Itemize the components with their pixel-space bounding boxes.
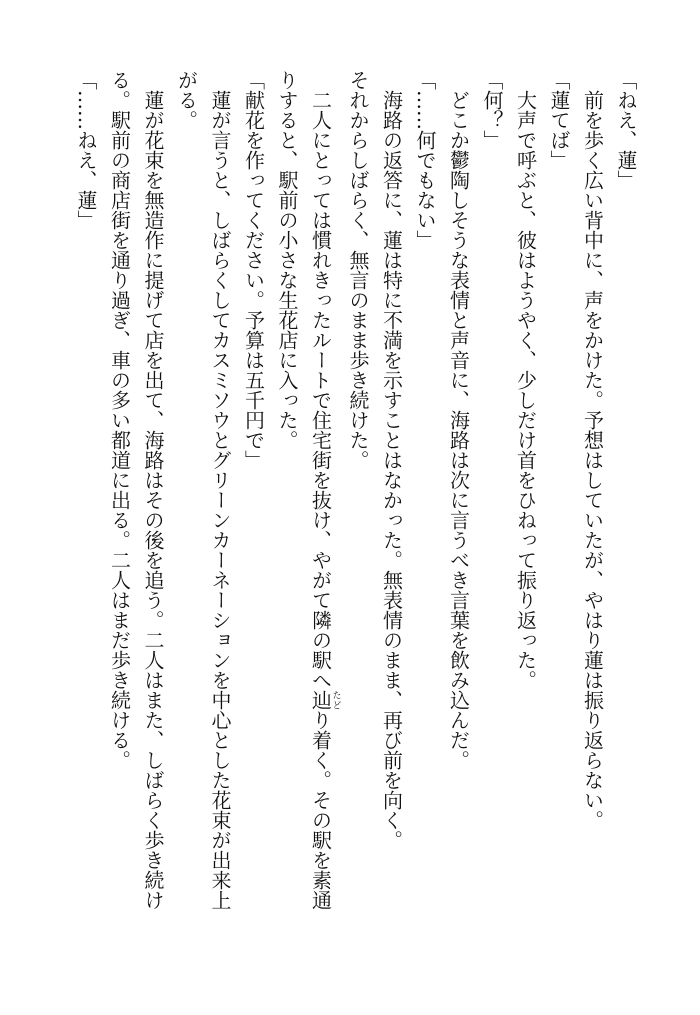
text-line: 「蓮てば」 bbox=[547, 70, 571, 170]
text-line: 「……何でもない」 bbox=[413, 70, 437, 250]
text-line: 海路の返答に、蓮は特に不満を示すことはなかった。無表情のまま、再び前を向く。 bbox=[379, 90, 404, 850]
ruby-base: 辿 bbox=[308, 690, 333, 710]
text-line: 蓮が花束を無造作に提げて店を出て、海路はその後を追う。二人はまた、しばらく歩き続け bbox=[141, 90, 165, 910]
text-line: 蓮が言うと、しばらくしてカスミソウとグリーンカーネーションを中心とした花束が出来上 bbox=[208, 90, 232, 910]
text-line: 「何？」 bbox=[480, 70, 504, 150]
text-line: 前を歩く広い背中に、声をかけた。予想はしていたが、やはり蓮は振り返らない。 bbox=[580, 90, 605, 830]
text-line: がる。 bbox=[174, 70, 199, 130]
text-line: る。駅前の商店街を通り過ぎ、車の多い都道に出る。二人はまだ歩き続ける。 bbox=[107, 70, 132, 770]
text-segment: り着く。その駅を素通 bbox=[308, 710, 333, 910]
text-line: 「献花を作ってください。予算は五千円で」 bbox=[241, 70, 266, 470]
text-segment: 二人にとっては慣れきったルートで住宅街を抜け、やがて隣の駅へ bbox=[308, 90, 333, 690]
ruby-annotation: たど bbox=[330, 690, 341, 710]
text-line: 「……ねえ、蓮」 bbox=[74, 70, 98, 230]
text-line: りすると、駅前の小さな生花店に入った。 bbox=[275, 70, 299, 450]
vertical-text-body bbox=[69, 70, 643, 970]
text-line: どこか鬱陶しそうな表情と声音に、海路は次に言うべき言葉を飲み込んだ。 bbox=[446, 90, 471, 770]
text-line-with-ruby bbox=[303, 70, 341, 970]
text-line: 「ねえ、蓮」 bbox=[614, 70, 638, 190]
text-line: 大声で呼ぶと、彼はようやく、少しだけ首をひねって振り返った。 bbox=[513, 90, 538, 690]
ruby-word bbox=[308, 690, 341, 710]
text-line: それからしばらく、無言のまま歩き続けた。 bbox=[346, 70, 370, 470]
